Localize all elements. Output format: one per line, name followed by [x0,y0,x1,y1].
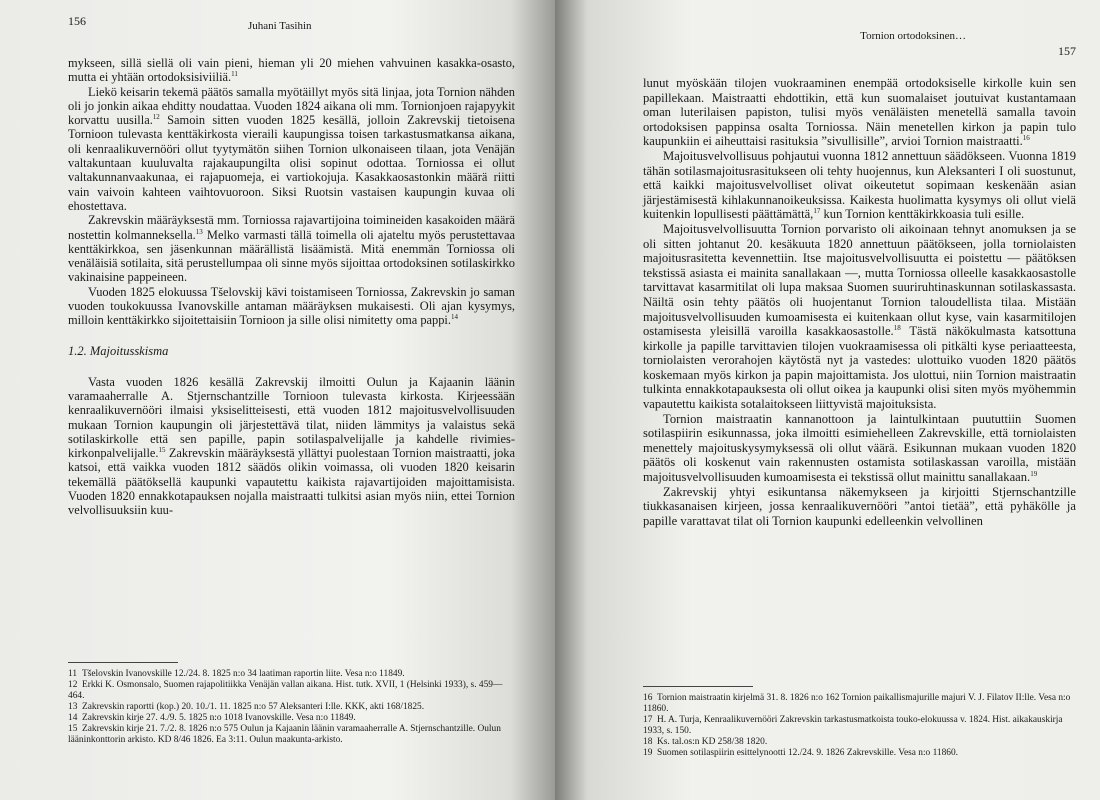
footnote-ref: 16 [1022,134,1030,143]
left-footnotes [68,662,515,746]
right-running-header [643,8,1076,56]
footnote-ref: 12 [152,113,160,122]
footnote-ref: 15 [158,446,166,454]
right-page [555,0,1100,800]
running-head-title: Tornion ortodoksinen… [860,30,966,42]
footnote: 18 Ks. tal.os:n KD 258/38 1820. [643,737,768,747]
running-head-author: Juhani Tasihin [248,20,312,32]
footnote-ref: 14 [450,313,458,322]
paragraph: Majoitusvelvollisuus pohjautui vuonna 1812 annettuun säädökseen. Vuonna 1819 tähän sotilasmajoitusrasitukseen oli tehty huojennus, kun Aleksanteri I oli suostunut, että kaikki majoitusvelvolliset olivat oikeutetut sopimaan keskenään asian järjestämisestä kihlakunnanoikeuksissa. Kaikesta huolimatta kysymys oli ollut vielä kuitenkin lopullisesti päättämättä,$^{17}$ kun Tornion kenttäkirkkoasia tuli esille. [643,148,1076,222]
footnote-ref: 11 [231,70,238,79]
footnote: 17 H. A. Turja, Kenraalikuvernööri Zakrevskin tarkastusmatkoista touko-elokuussa v. 1824. Hist. aikakauskirja 1933, s. 150. [643,715,1063,736]
footnote-ref: 18 [893,323,901,332]
footnote-ref: 17 [813,207,821,216]
footnote-ref: 13 [195,227,203,236]
footnote-divider [68,662,178,663]
page-number: 156 [68,14,86,28]
footnote: 12 Erkki K. Osmonsalo, Suomen rajapolitiikka Venäjän vallan aikana. Hist. tutk. XVII, 1 (Helsinki 1933), s. 459—464. [68,680,503,701]
right-body-text [643,56,1076,528]
footnote-ref: 19 [1030,469,1038,478]
paragraph: lunut myöskään tilojen vuokraaminen enempää ortodoksiselle kirkolle kuin sen papillekaan. Maistraatti ehdottikin, että kun suomalaiset joutuivat kustantamaan oman luterilaisen papiston, tulisi myös venäläisten menetellä samalla tavoin ortodoksisen pappinsa osalta Torniossa. Näin menetellen kirkon ja papin tulo kaupunkiin ei aiheuttaisi rasituksia ”sivullisille”, arvioi Tornion maistraatti.$^{16}$ [643,76,1076,149]
paragraph: Liekö keisarin tekemä päätös samalla myötäillyt myös sitä linjaa, jota Tornion nähden oli jo jonkin aikaa ehditty noudattaa. Vuoden 1824 aikana oli mm. Tornionjoen rajapyykit korvattu uusilla.$^{12}$ Samoin sitten vuoden 1825 kesällä, jolloin Zakrevskij tietoisena Tornioon tulevasta kenttäkirkosta vieraili kaupungissa toisen tarkastusmatkansa aikana, oli kenraalikuvernööri ollut tyytymätön siihen Tornion ulkonaiseen tilaan, jota Venäjän valtakuntaan kuuluvalta rajakaupungilta olisi sopinut odottaa. Torniossa ei ollut valtakunnanvaakunaa, ei rajapuomeja, ei vartiokojuja. Kasakkaosastonkin määrä riitti vain vaivoin kahteen vaihtovuoroon. Siksi Ruotsin vastaisen kaupungin kuvaa oli ehostettava. [68,84,515,213]
left-running-header [68,8,515,56]
paragraph: Vuoden 1825 elokuussa Tšelovskij kävi toistamiseen Torniossa, Zakrevskin jo saman vuoden toukokuussa Ivanovskille antaman määräyksen mukaisesti. Oli ajan kysymys, milloin kenttäkirkko sijoitettaisiin Tornioon ja sille olisi nimitetty oma pappi.$^{14}$ [68,284,515,328]
footnote-divider [643,686,753,687]
paragraph: mykseen, sillä siellä oli vain pieni, hieman yli 20 miehen vahvuinen kasakka-osasto, mutta ei yhtään ortodoksisiviiliä.$^{11}$ [68,56,515,85]
paragraph: Tornion maistraatin kannanottoon ja laintulkintaan puututtiin Suomen sotilaspiirin esikunnassa, joka ilmoitti esimiehelleen Zakrevskille, että torniolaisten menettely majoituskysymyksessä oli ollut väärä. Esikunnan mukaan vuoden 1820 päätös oli koskenut vain rakennusten ostamista sotilaskassan varoilla, mistään majoitusvelvollisuuden kumoamisesta ei tekstissä ollut mainittu sanallakaan.$^{19}$ [643,411,1076,485]
section-heading: 1.2. Majoitusskisma [68,343,169,358]
footnote: 16 Tornion maistraatin kirjelmä 31. 8. 1826 n:o 162 Tornion paikallismajurille majuri V. J. Filatov II:lle. Vesa n:o 11860. [643,693,1071,714]
footnote: 19 Suomen sotilaspiirin esittelynootti 12./24. 9. 1826 Zakrevskille. Vesa n:o 11860. [643,748,959,758]
page-number: 157 [1058,44,1076,58]
paragraph: Vasta vuoden 1826 kesällä Zakrevskij ilmoitti Oulun ja Kajaanin läänin varamaaherralle A. Stjernschantzille Tornioon tulevasta kirkosta. Kirjeessään kenraalikuvernööri ilmaisi yksiselitteisesti, että vuoden 1812 majoitusvelvollisuuden mukaan Tornion kaupungin oli järjestettävä tilat, niiden lämmitys ja valaistus sekä sotilaskirkolle että sen papille, papin sotilaspalvelijalle ja kahdelle rivimies-kirkonpalvelijalle.$^{15}$ Zakrevskin määräyksestä yllättyi puolestaan Tornion maistraatti, joka katsoi, että vaikka vuoden 1812 säädös olikin voimassa, oli vuoden 1820 keisarin tekemällä päätöksellä kaupunki vapautettu kaikista rajavartijoiden majoittamisista. Vuoden 1820 ennakkotapauksen nojalla maistraatti tulkitsi asian myös niin, ettei Tornion velvollisuuksiin kuu- [68,374,515,518]
footnote: 11 Tšelovskin Ivanovskille 12./24. 8. 1825 n:o 34 laatiman raportin liite. Vesa n:o 11849. [68,669,405,679]
left-body-text [68,56,515,518]
footnote: 14 Zakrevskin kirje 27. 4./9. 5. 1825 n:o 1018 Ivanovskille. Vesa n:o 11849. [68,713,356,723]
paragraph: Zakrevskin määräyksestä mm. Torniossa rajavartijoina toimineiden kasakoiden määrä nostettin kolmanneksella.$^{13}$ Melko varmasti tällä toimella oli ajateltu myös perustettavaa kenttäkirkkoa, sen jäsenkunnan määrällistä lisäämistä. Mitä enemmän Torniossa oli venäläisiä sotilaita, sitä perustellumpaa oli sinne myös sijoittaa ortodoksinen sotilaskirkko vakinaisine pappeineen. [68,213,515,285]
footnote: 15 Zakrevskin kirje 21. 7./2. 8. 1826 n:o 575 Oulun ja Kajaanin läänin varamaaherralle A. Stjernschantzille. Oulun lääninkonttorin arkisto. KD 8/46 1826. Ea 3:11. Oulun maakunta-arkisto. [68,724,501,745]
paragraph: Zakrevskij yhtyi esikuntansa näkemykseen ja kirjoitti Stjernschantzille tiukkasanaisen kirjeen, jossa kenraalikuvernööri ”antoi tietää”, että pyhäkölle ja papille varattavat tilat oli Tornion kaupunki edelleenkin velvollinen [643,484,1076,528]
footnote: 13 Zakrevskin raportti (kop.) 20. 10./1. 11. 1825 n:o 57 Aleksanteri I:lle. KKK, akti 168/1825. [68,702,425,712]
right-footnotes [643,686,1076,759]
paragraph: Majoitusvelvollisuutta Tornion porvaristo oli aikoinaan tehnyt anomuksen ja se oli sitten johtanut 20. kesäkuuta 1820 annettuun päätökseen, jolla torniolaisten majoitusrasitetta kevennettiin. Itse majoitusvelvollisuutta ei poistettu — päätöksen tekstissä asiasta ei mainita sanallakaan —, mutta Torniossa olleelle kasakkaosastolle tarvittavat kasarmitilat oli lupa maksaa Suomen suuriruhtinaskunnan sotilaskassasta. Näiltä osin tehty päätös oli huojentanut Tornion taloudellista tilaa. Mistään majoitusvelvollisuuden kumoamisesta ei kuitenkaan ollut kyse, vain kasarmitilojen ostamisesta yleisillä varoilla kasakkaosastolle.$^{18}$ Tästä näkökulmasta katsottuna kirkolle ja papille tarvittavien tilojen vuokraamisessa oli pitkälti kyse periaatteesta, torniolaisten verorahojen käytöstä nyt ja vastedes: ulottuiko vuoden 1820 päätös koskemaan myös kirkon ja papin majoittamista. Jos ulottui, niin Tornion maistraatin tulkinta ennakkotapauksesta oli ollut oikea ja kaupunki olisi siten myös myöhemmin vapautettu kaikista sotalaitokseen liittyvistä majoituksista. [643,221,1077,412]
